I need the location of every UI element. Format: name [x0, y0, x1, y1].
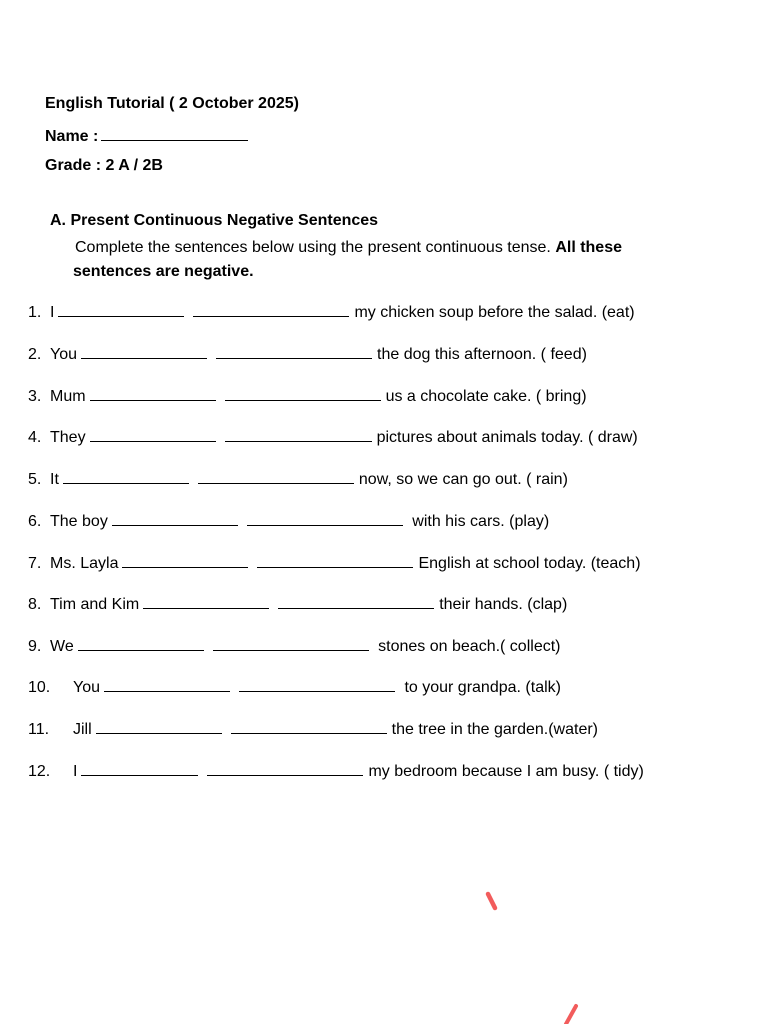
answer-blank-1[interactable] — [104, 677, 230, 692]
question-subject: Jill — [73, 721, 92, 738]
question-item — [28, 761, 644, 781]
question-item — [28, 553, 641, 573]
question-number: 11. — [28, 721, 50, 738]
name-blank — [101, 126, 248, 141]
question-item — [28, 302, 635, 322]
question-subject: You — [73, 679, 100, 696]
question-text: with his cars. (play) — [407, 513, 550, 530]
question-text: the dog this afternoon. ( feed) — [377, 346, 587, 363]
question-text: now, so we can go out. ( rain) — [358, 471, 568, 488]
answer-blank-2[interactable] — [278, 594, 434, 609]
question-subject: Tim and Kim — [50, 596, 140, 613]
question-subject: They — [50, 429, 86, 446]
question-text: stones on beach.( collect) — [373, 638, 561, 655]
answer-blank-2[interactable] — [225, 427, 372, 442]
question-text: my chicken soup before the salad. (eat) — [354, 304, 635, 321]
answer-blank-1[interactable] — [63, 469, 189, 484]
answer-blank-2[interactable] — [225, 386, 381, 401]
question-subject: You — [50, 346, 77, 363]
instruction-bold-2: sentences are negative. — [73, 263, 254, 280]
question-subject: Mum — [50, 388, 86, 405]
instruction-text: Complete the sentences below using the present continuous tense. — [75, 239, 551, 256]
answer-blank-1[interactable] — [122, 553, 248, 568]
answer-blank-2[interactable] — [213, 636, 369, 651]
question-text: us a chocolate cake. ( bring) — [385, 388, 587, 405]
answer-blank-1[interactable] — [90, 386, 216, 401]
answer-blank-1[interactable] — [78, 636, 204, 651]
question-text: pictures about animals today. ( draw) — [376, 429, 638, 446]
question-subject: The boy — [50, 513, 108, 530]
question-text: their hands. (clap) — [439, 596, 568, 613]
question-item — [28, 677, 561, 697]
answer-blank-2[interactable] — [247, 511, 403, 526]
answer-blank-1[interactable] — [81, 344, 207, 359]
answer-blank-1[interactable] — [143, 594, 269, 609]
question-item — [28, 719, 598, 739]
name-label: Name : — [45, 128, 99, 145]
answer-blank-1[interactable] — [112, 511, 238, 526]
question-item — [28, 594, 567, 614]
question-number: 1. — [28, 304, 42, 321]
pen-mark-stroke — [484, 890, 500, 914]
question-number: 12. — [28, 763, 51, 780]
answer-blank-1[interactable] — [58, 302, 184, 317]
question-number: 7. — [28, 555, 42, 572]
question-number: 8. — [28, 596, 42, 613]
question-item — [28, 636, 560, 656]
question-text: to your grandpa. (talk) — [400, 679, 561, 696]
answer-blank-2[interactable] — [231, 719, 387, 734]
question-item — [28, 344, 587, 364]
question-item — [28, 427, 638, 447]
question-number: 4. — [28, 429, 42, 446]
answer-blank-2[interactable] — [207, 761, 363, 776]
pen-mark-stroke — [558, 1000, 586, 1024]
question-number: 2. — [28, 346, 42, 363]
question-number: 5. — [28, 471, 42, 488]
question-text: English at school today. (teach) — [418, 555, 641, 572]
grade-line: Grade : 2 A / 2B — [45, 157, 163, 174]
section-instructions — [73, 236, 693, 284]
question-item — [28, 511, 549, 531]
answer-blank-2[interactable] — [239, 677, 395, 692]
question-item — [28, 386, 587, 406]
answer-blank-1[interactable] — [96, 719, 222, 734]
instruction-bold-1: All these — [555, 239, 622, 256]
section-title: A. Present Continuous Negative Sentences — [50, 212, 379, 229]
worksheet-title: English Tutorial ( 2 October 2025) — [45, 95, 299, 112]
answer-blank-2[interactable] — [216, 344, 372, 359]
question-number: 9. — [28, 638, 42, 655]
question-subject: I — [50, 304, 55, 321]
question-subject: Ms. Layla — [50, 555, 119, 572]
answer-blank-2[interactable] — [193, 302, 349, 317]
question-subject: I — [73, 763, 78, 780]
answer-blank-2[interactable] — [198, 469, 354, 484]
question-subject: It — [50, 471, 59, 488]
question-number: 6. — [28, 513, 42, 530]
question-subject: We — [50, 638, 74, 655]
question-number: 3. — [28, 388, 42, 405]
answer-blank-2[interactable] — [257, 553, 413, 568]
name-line — [45, 126, 248, 146]
question-text: the tree in the garden.(water) — [391, 721, 599, 738]
question-number: 10. — [28, 679, 51, 696]
question-item — [28, 469, 568, 489]
answer-blank-1[interactable] — [81, 761, 198, 776]
question-text: my bedroom because I am busy. ( tidy) — [368, 763, 644, 780]
answer-blank-1[interactable] — [90, 427, 216, 442]
instruction-line-1 — [75, 236, 693, 260]
